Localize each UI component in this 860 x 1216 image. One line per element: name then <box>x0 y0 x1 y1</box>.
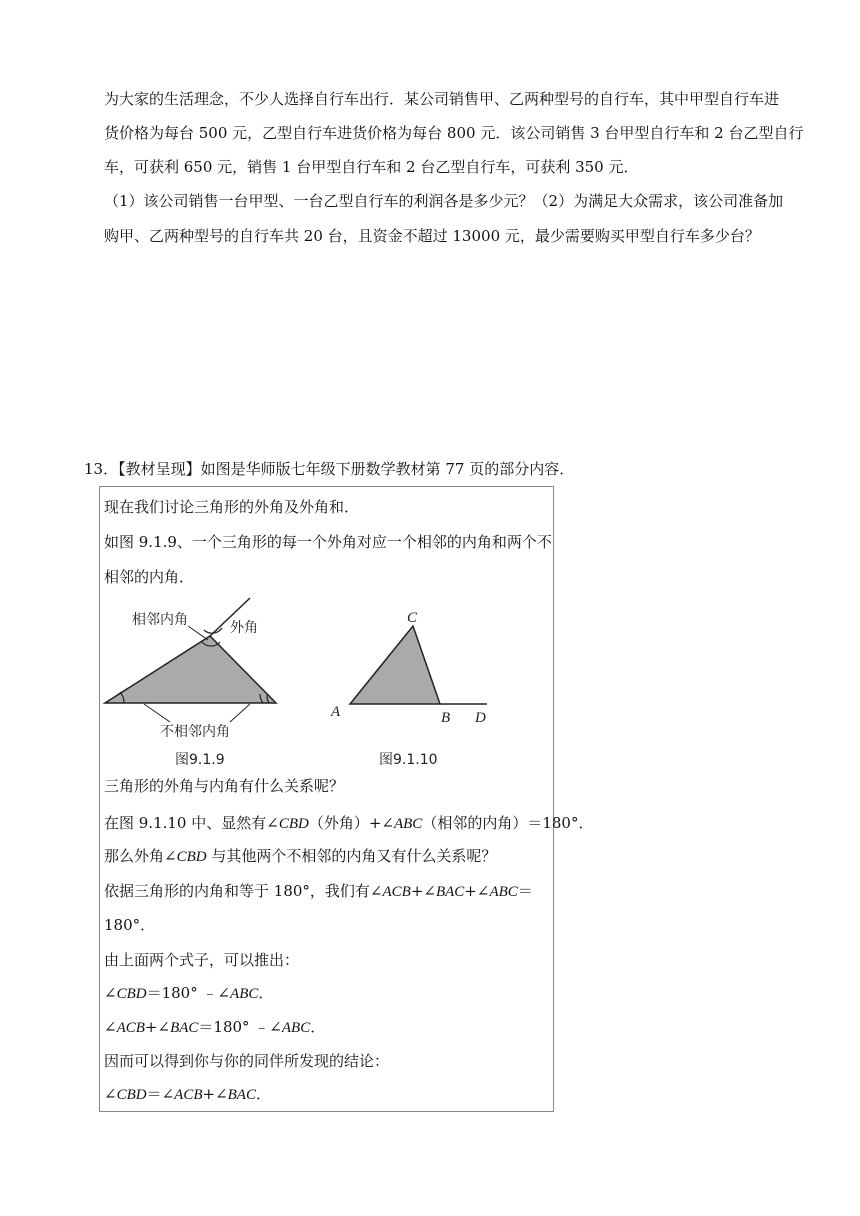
box-line-11 <box>104 1017 325 1038</box>
text: +∠ <box>464 882 490 900</box>
text: ∠ <box>104 984 117 1002</box>
box-line-9: 由上面两个式子，可以推出： <box>104 951 300 969</box>
text: 与其他两个不相邻的内角又有什么关系呢？ <box>206 847 497 865</box>
box-line-5 <box>104 813 593 834</box>
box-line-8: 180°． <box>104 916 156 934</box>
box-line-10 <box>104 983 273 1004</box>
text: ∠ <box>104 1018 117 1036</box>
label-b: B <box>441 710 451 726</box>
triangle-abc <box>350 626 440 704</box>
angle-name: ACB <box>382 884 411 900</box>
angle-name: BAC <box>227 1087 256 1103</box>
p12-line-1: 为大家的生活理念，不少人选择自行车出行．某公司销售甲、乙两种型号的自行车，其中甲型自行车进 <box>104 90 780 108</box>
box-line-3: 相邻的内角． <box>104 568 195 586</box>
angle-name: ABC <box>489 884 518 900</box>
text: 依据三角形的内角和等于 180°，我们有∠ <box>104 882 383 900</box>
angle-name: CBD <box>116 986 147 1002</box>
label-nonadjacent-angle: 不相邻内角 <box>160 724 230 740</box>
text: ． <box>310 1018 326 1036</box>
label-adjacent-angle: 相邻内角 <box>132 612 188 628</box>
p12-line-2: 货价格为每台 500 元，乙型自行车进货价格为每台 800 元．该公司销售 3 台甲型自行车和 2 台乙型自行 <box>104 124 804 142</box>
p13-header: 13．【教材呈现】如图是华师版七年级下册数学教材第 77 页的部分内容． <box>84 460 575 478</box>
angle-name: ABC <box>281 1020 311 1036</box>
text: ＝ <box>517 882 533 900</box>
text: ∠ <box>104 1085 117 1103</box>
p12-line-3: 车，可获利 650 元，销售 1 台甲型自行车和 2 台乙型自行车，可获利 350 元． <box>104 158 639 176</box>
text: +∠ <box>144 1018 171 1036</box>
label-c: C <box>407 610 418 626</box>
text: ＝180° ﹣∠ <box>146 984 231 1002</box>
box-line-2: 如图 9.1.9、一个三角形的每一个外角对应一个相邻的内角和两个不 <box>104 533 552 551</box>
p12-line-5: 购甲、乙两种型号的自行车共 20 台，且资金不超过 13000 元，最少需要购买甲型自行车多少台？ <box>104 227 760 245</box>
text: 那么外角∠ <box>104 847 177 865</box>
label-a: A <box>331 704 341 720</box>
angle-name: CBD <box>116 1087 147 1103</box>
angle-name: ABC <box>230 986 259 1002</box>
box-line-12: 因而可以得到你与你的同伴所发现的结论： <box>104 1052 390 1070</box>
angle-name: ACB <box>174 1087 203 1103</box>
label-exterior-angle: 外角 <box>230 620 258 636</box>
triangle-9-1-9 <box>105 636 276 703</box>
nonadjacent-pointer-right <box>230 704 250 722</box>
box-line-13 <box>104 1084 271 1105</box>
box-line-6 <box>104 846 496 867</box>
angle-name: BAC <box>170 1020 199 1036</box>
angle-name: ACB <box>116 1020 145 1036</box>
box-line-4: 三角形的外角与内角有什么关系呢？ <box>104 777 345 795</box>
angle-name: CBD <box>278 816 309 832</box>
nonadjacent-pointer-left <box>144 704 170 722</box>
text: （相邻的内角）＝180°． <box>422 814 594 832</box>
angle-name: CBD <box>176 849 207 865</box>
text: ＝180° ﹣∠ <box>198 1018 282 1036</box>
text: ． <box>258 984 274 1002</box>
figure-9-1-10 <box>325 600 500 770</box>
caption-9-1-9: 图9.1.9 <box>175 752 225 768</box>
text: +∠ <box>410 882 436 900</box>
p12-line-4: （1）该公司销售一台甲型、一台乙型自行车的利润各是多少元？（2）为满足大众需求，该公司准备加 <box>104 192 784 210</box>
adjacent-pointer <box>188 626 208 640</box>
box-line-1: 现在我们讨论三角形的外角及外角和． <box>104 498 360 516</box>
text: ＝∠ <box>146 1085 175 1103</box>
figure-9-1-9 <box>100 592 300 774</box>
text: 在图 9.1.10 中、显然有∠ <box>104 814 279 832</box>
box-line-7 <box>104 881 533 902</box>
label-d: D <box>475 710 486 726</box>
text: +∠ <box>202 1085 228 1103</box>
caption-9-1-10: 图9.1.10 <box>379 752 438 768</box>
text: （外角）+∠ <box>308 814 394 832</box>
text: ． <box>255 1085 271 1103</box>
angle-name: BAC <box>435 884 465 900</box>
angle-name: ABC <box>393 816 423 832</box>
